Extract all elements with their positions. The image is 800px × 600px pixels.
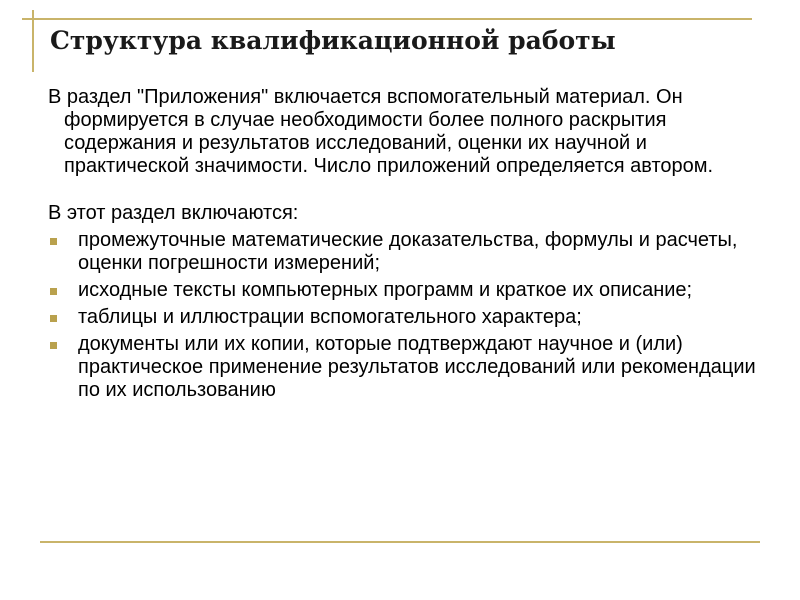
- bullet-item: [48, 306, 758, 329]
- section-heading: В этот раздел включаются:: [48, 202, 299, 224]
- slide-title: Структура квалификационной работы: [50, 26, 616, 55]
- top-divider: [22, 18, 752, 20]
- bullet-item: [48, 333, 758, 402]
- bullet-list: [48, 229, 758, 402]
- square-bullet-icon: [50, 315, 57, 322]
- slide-body: [48, 86, 758, 402]
- bullet-text: таблицы и иллюстрации вспомогательного характера;: [78, 306, 582, 328]
- square-bullet-icon: [50, 238, 57, 245]
- bottom-divider: [40, 541, 760, 543]
- square-bullet-icon: [50, 342, 57, 349]
- intro-paragraph: В раздел "Приложения" включается вспомогательный материал. Он формируется в случае необходимости более полного раскрытия содержания и результатов исследований, оценки их научной и практической значимости. Число приложений определяется автором.: [48, 86, 714, 177]
- bullet-text: документы или их копии, которые подтверждают научное и (или) практическое применение результатов исследований или рекомендации по их использованию: [78, 333, 756, 401]
- bullet-item: [48, 229, 758, 275]
- bullet-text: исходные тексты компьютерных программ и краткое их описание;: [78, 279, 693, 301]
- square-bullet-icon: [50, 288, 57, 295]
- left-accent-line: [32, 10, 34, 72]
- bullet-text: промежуточные математические доказательства, формулы и расчеты, оценки погрешности измерений;: [78, 229, 738, 274]
- bullet-item: [48, 279, 758, 302]
